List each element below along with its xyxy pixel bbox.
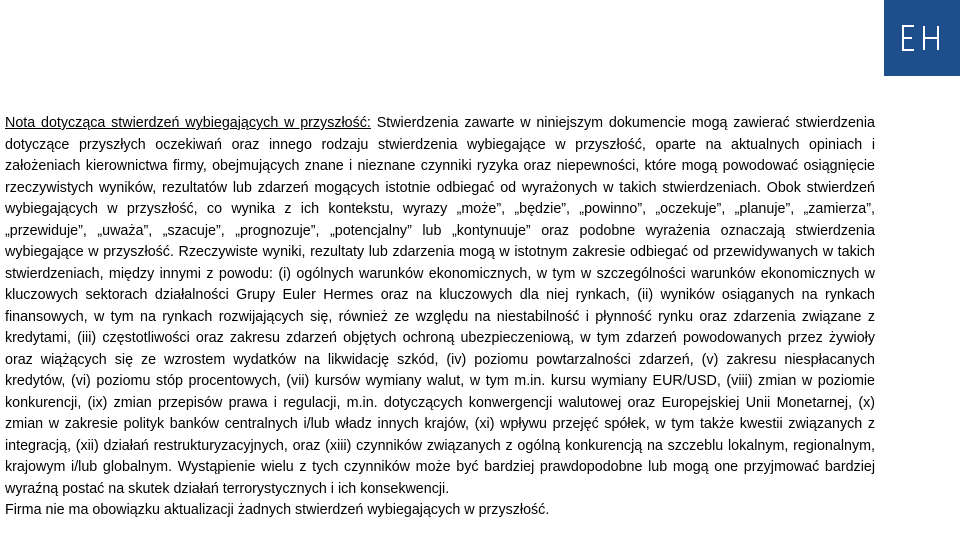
note-paragraph-2: Firma nie ma obowiązku aktualizacji żadnych stwierdzeń wybiegających w przyszłość. <box>5 502 550 518</box>
note-heading: Nota dotycząca stwierdzeń wybiegających w przyszłość: <box>5 115 371 131</box>
eh-logo <box>884 0 960 76</box>
note-body: Stwierdzenia zawarte w niniejszym dokumencie mogą zawierać stwierdzenia dotyczące przyszłych oczekiwań oraz innego rodzaju stwierdzenia wybiegające w przyszłość, oparte na aktualnych opiniach i założeniach kierownictwa firmy, obejmujących znane i nieznane czynniki ryzyka oraz niepewności, które mogą powodować osiągnięcie rzeczywistych wyników, rezultatów lub zdarzeń mogących istotnie odbiegać od wyrażonych w takich stwierdzeniach. Obok stwierdzeń wybiegających w przyszłość, co wynika z ich kontekstu, wyrazy „może”, „będzie”, „powinno”, „oczekuje”, „planuje”, „zamierza”, „przewiduje”, „uważa”, „szacuje”, „prognozuje”, „potencjalny” lub „kontynuuje” oraz podobne wyrażenia oznaczają stwierdzenia wybiegające w przyszłość. Rzeczywiste wyniki, rezultaty lub zdarzenia mogą w istotnym zakresie odbiegać od przewidywanych w takich stwierdzeniach, między innymi z powodu: (i) ogólnych warunków ekonomicznych, w tym w szczególności warunków ekonomicznych w kluczowych sektorach działalności Grupy Euler Hermes oraz na kluczowych dla niej rynkach, (ii) wyników osiąganych na rynkach finansowych, w tym na rynkach rozwijających się, również ze względu na niestabilność i płynność rynku oraz zdarzenia związane z kredytami, (iii) częstotliwości oraz zakresu zdarzeń objętych ochroną ubezpieczeniową, w tym zdarzeń powodowanych przez żywioły oraz wiążących się ze wzrostem wydatków na likwidację szkód, (iv) poziomu powtarzalności zdarzeń, (v) zakresu niespłacanych kredytów, (vi) poziomu stóp procentowych, (vii) kursów wymiany walut, w tym m.in. kursu wymiany EUR/USD, (viii) zmian w poziomie konkurencji, (ix) zmian przepisów prawa i regulacji, m.in. dotyczących konwergencji walutowej oraz Europejskiej Unii Monetarnej, (x) zmian w zakresie polityk banków centralnych i/lub władz innych krajów, (xi) wpływu przejęć spółek, w tym także kwestii związanych z integracją, (xii) działań restrukturyzacyjnych, oraz (xiii) czynników związanych z ogólną konkurencją na szczeblu lokalnym, regionalnym, krajowym i/lub globalnym. Wystąpienie wielu z tych czynników może być bardziej prawdopodobne lub mogą one przyjmować bardziej wyraźną postać na skutek działań terrorystycznych i ich konsekwencji. <box>5 115 875 497</box>
forward-looking-statements-note <box>5 113 875 522</box>
note-paragraph-1 <box>5 113 875 500</box>
eh-monogram-logo-icon <box>900 23 944 53</box>
